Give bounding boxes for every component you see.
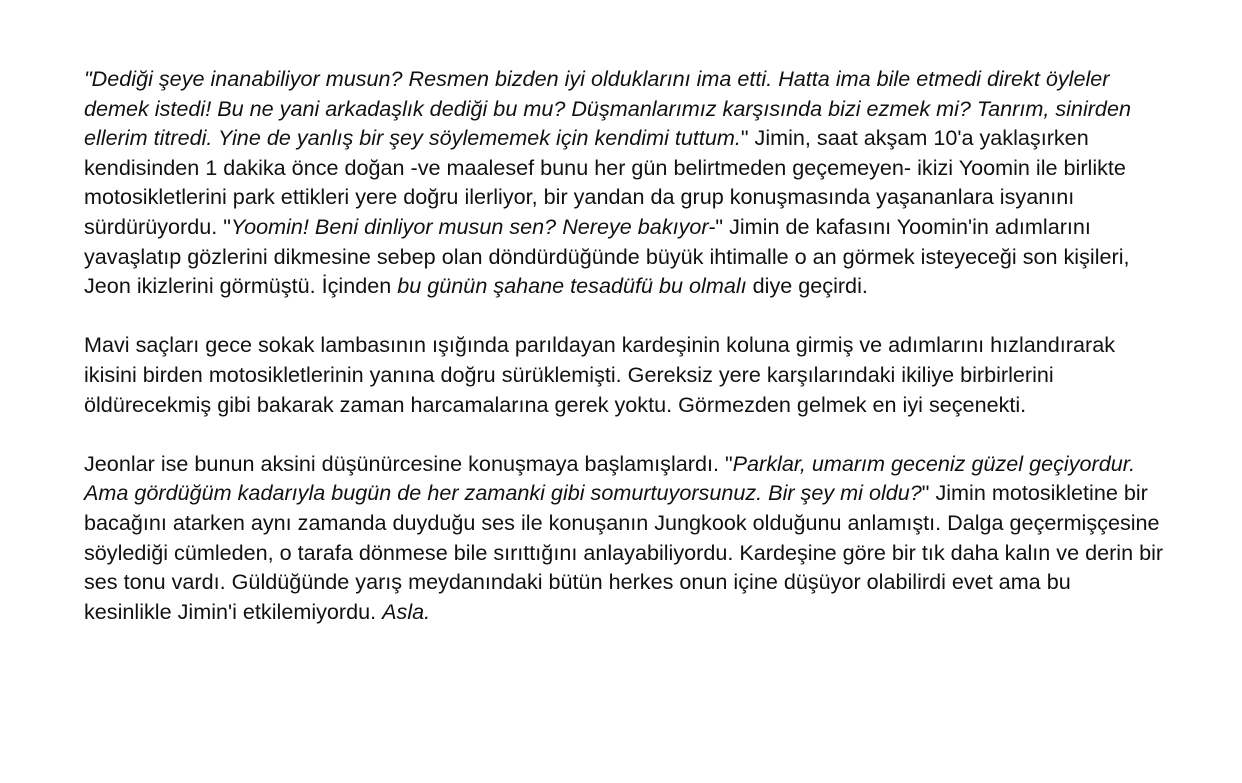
paragraph-2 (84, 330, 1164, 419)
text-segment: Asla. (382, 598, 431, 624)
text-segment: " Jimin de kafasını Yoomin'in adımlarını yavaşlatıp gözlerini dikmesine sebep olan döndürdüğünde büyük ihtimalle o an görmek isteyeceği son kişileri, Jeon ikizlerini görmüştü. İçinden (84, 213, 1130, 299)
text-segment: Mavi saçları gece sokak lambasının ışığında parıldayan kardeşinin koluna girmiş ve adımlarını hızlandırarak ikisini birden motosikletlerinin yanına doğru sürüklemişti. Gereksiz yere karşılarındaki ikiliye birbirlerini öldürecekmiş gibi bakarak zaman harcamalarına gerek yoktu. Görmezden gelmek en iyi seçenekti. (84, 332, 1116, 417)
text-segment: Jeonlar ise bunun aksini düşünürcesine konuşmaya başlamışlardı. " (84, 450, 733, 476)
text-segment: Yoomin! Beni dinliyor musun sen? Nereye bakıyor- (230, 213, 716, 239)
text-segment: bu günün şahane tesadüfü bu olmalı (397, 273, 747, 299)
text-segment: "Dediği şeye inanabiliyor musun? Resmen bizden iyi olduklarını ima etti. Hatta ima bile etmedi direkt öyleler demek istedi! Bu ne yani arkadaşlık dediği bu mu? Düşmanlarımız karşısında bizi ezmek mi? Tanrım, sinirden ellerim titredi. Yine de yanlış bir şey söylememek için kendimi tuttum. (84, 66, 1131, 151)
document-page (84, 64, 1164, 626)
text-segment: " Jimin, saat akşam 10'a yaklaşırken kendisinden 1 dakika önce doğan -ve maalesef bunu her gün belirtmeden geçemeyen- ikizi Yoomin ile birlikte motosikletlerini park ettikleri yere doğru ilerliyor, bir yandan da grup konuşmasında yaşananlara isyanını sürdürüyordu. " (84, 125, 1126, 239)
paragraph-3 (84, 449, 1164, 627)
paragraph-1 (84, 64, 1164, 301)
text-segment: Parklar, umarım geceniz güzel geçiyordur. Ama gördüğüm kadarıyla bugün de her zamanki gibi somurtuyorsunuz. Bir şey mi oldu? (84, 450, 1136, 506)
text-segment: " Jimin motosikletine bir bacağını atarken aynı zamanda duyduğu ses ile konuşanın Jungkook olduğunu anlamıştı. Dalga geçermişçesine söylediği cümleden, o tarafa dönmese bile sırıttığını anlayabiliyordu. Kardeşine göre bir tık daha kalın ve derin bir ses tonu vardı. Güldüğünde yarış meydanındaki bütün herkes onun içine düşüyor olabilirdi evet ama bu kesinlikle Jimin'i etkilemiyordu. (84, 480, 1164, 624)
text-segment: diye geçirdi. (746, 273, 868, 299)
